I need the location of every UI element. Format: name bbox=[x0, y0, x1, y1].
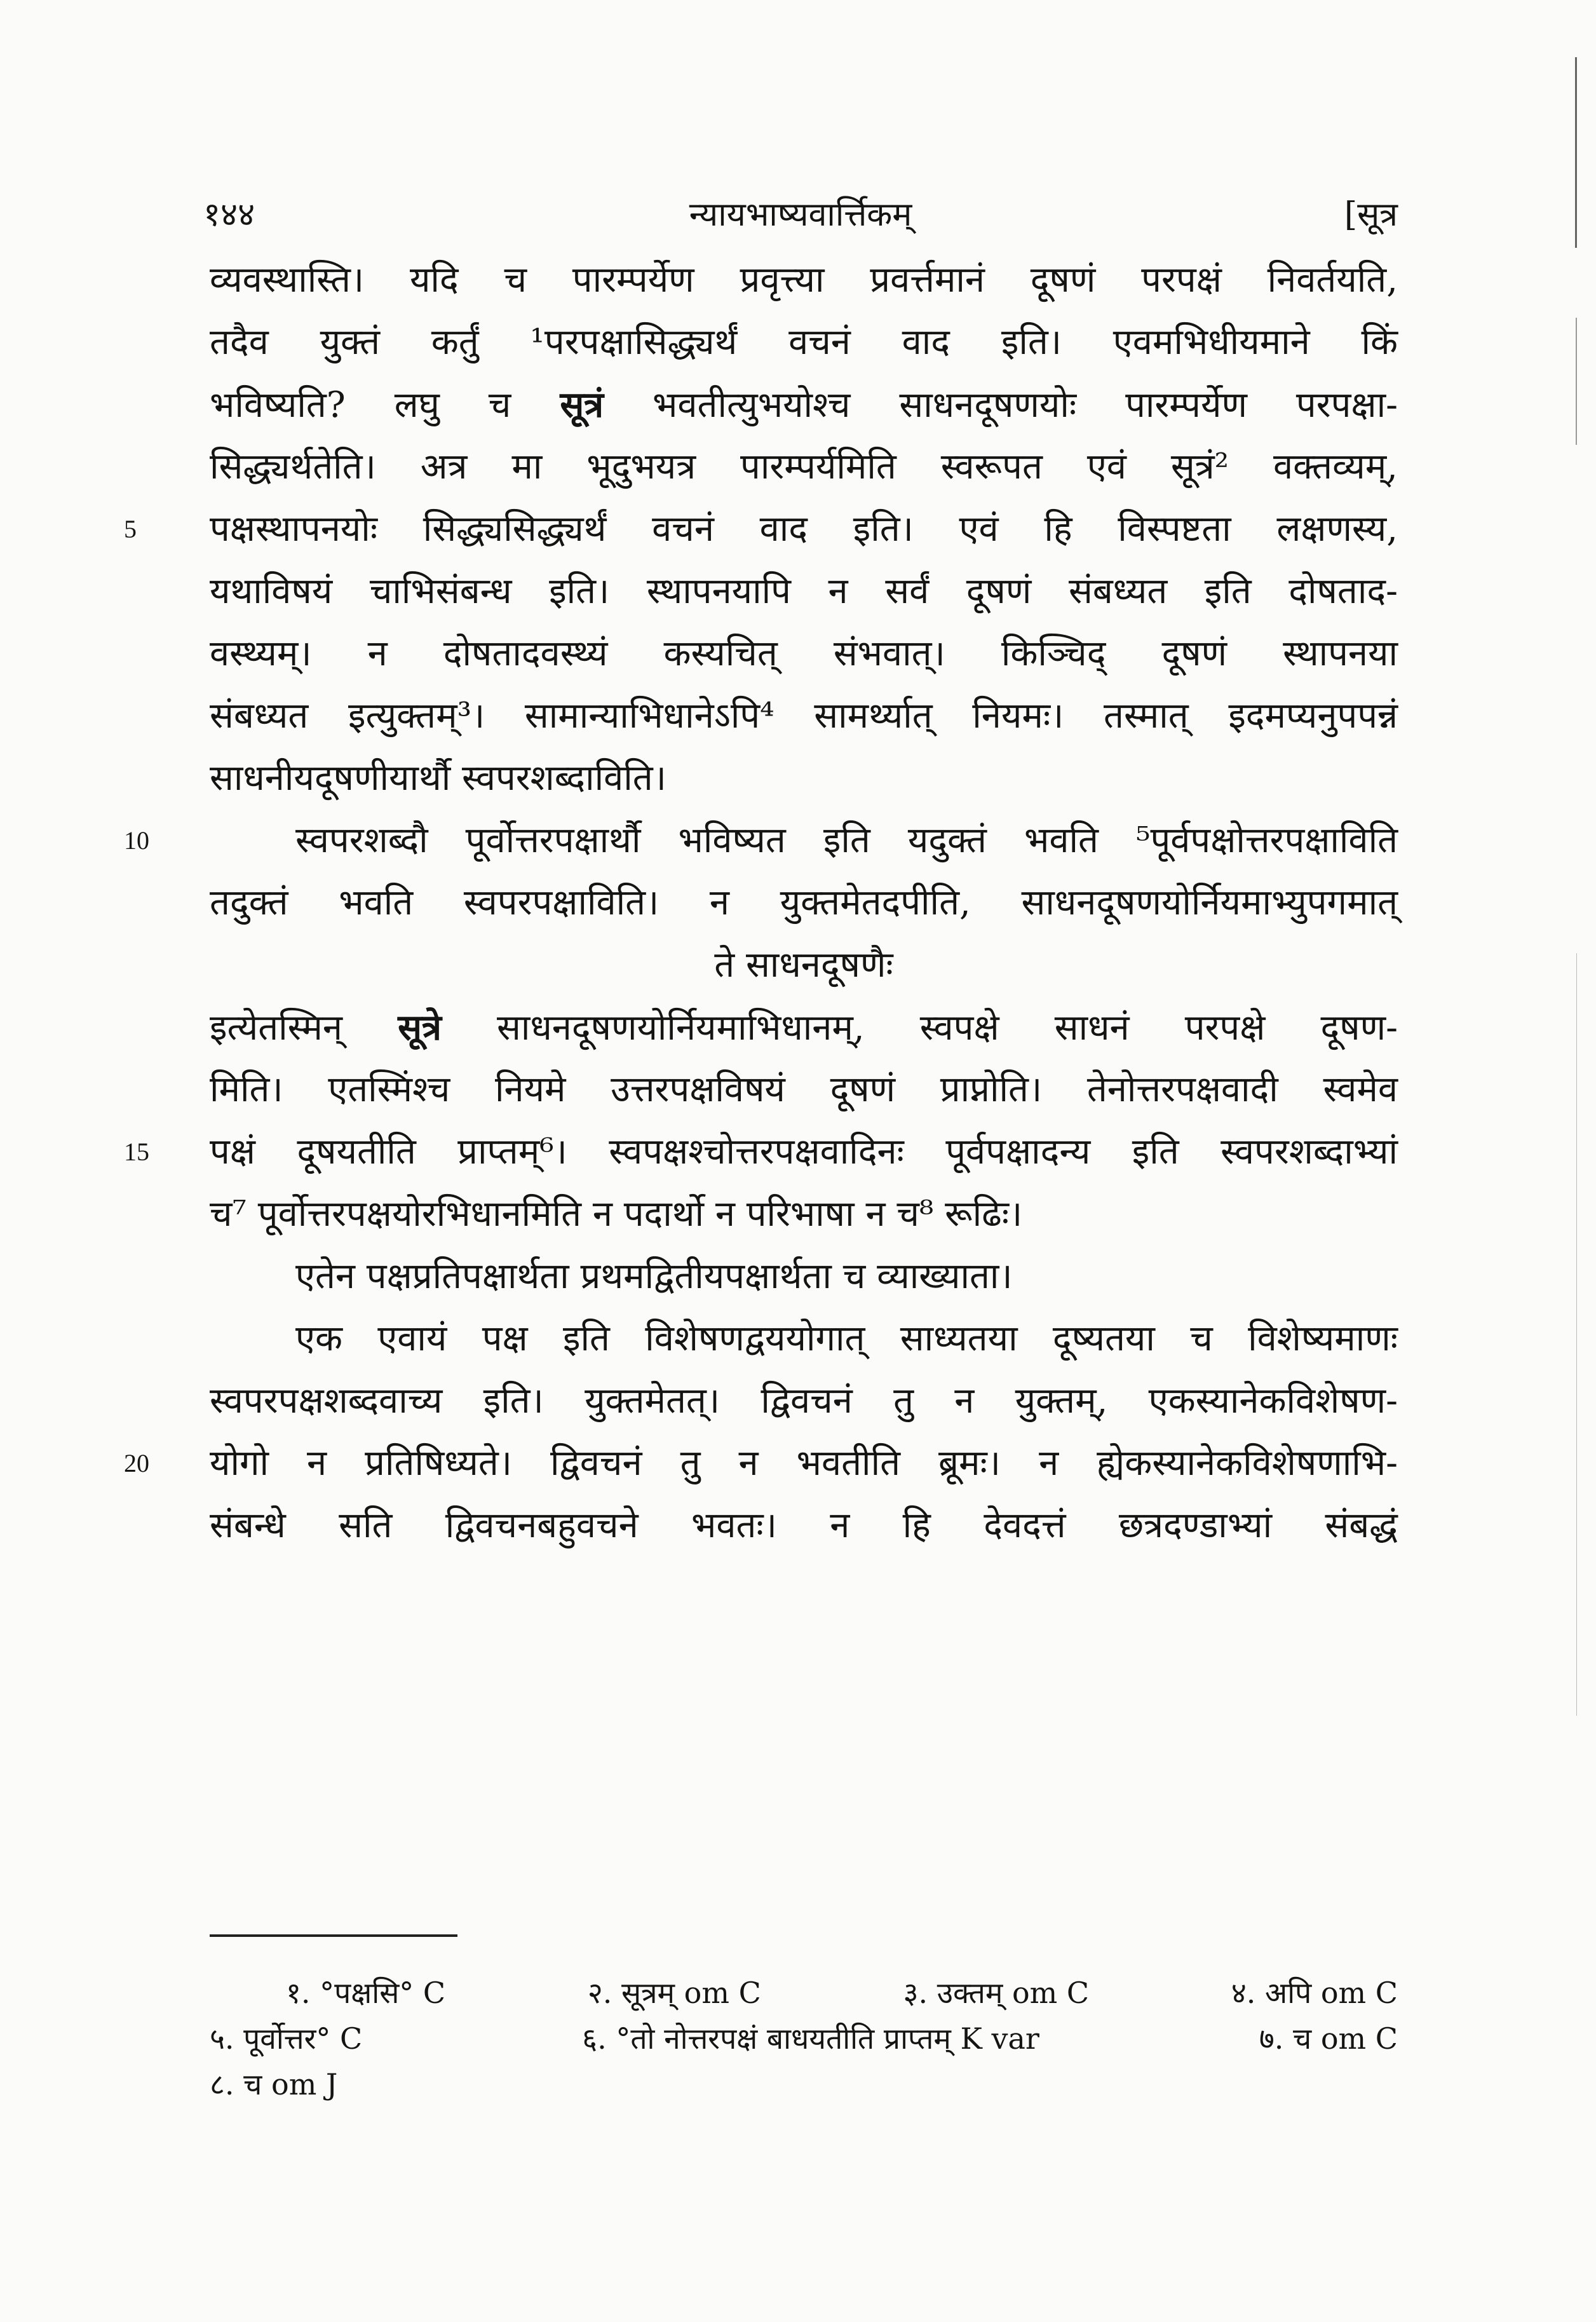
text-line-14: मिति। एतस्मिंश्च नियमे उत्तरपक्षविषयं दूषणं प्राप्नोति। तेनोत्तरपक्षवादी स्वमेव bbox=[210, 1069, 1398, 1110]
line-number: 10 bbox=[124, 826, 149, 855]
text-line-13: इत्येतस्मिन् सूत्रे साधनदूषणयोर्नियमाभिधानम्, स्वपक्षे साधनं परपक्षे दूषण- bbox=[210, 1007, 1398, 1049]
text-line-4: सिद्ध्यर्थतेति। अत्र मा भूदुभयत्र पारम्पर्यमिति स्वरूपत एवं सूत्रं² वक्तव्यम्, bbox=[210, 446, 1398, 487]
line-number: 20 bbox=[124, 1449, 149, 1477]
bold-term: सूत्रे bbox=[398, 1007, 442, 1049]
footnote: ८. च om J bbox=[210, 2067, 338, 2101]
text-line-15: 15 पक्षं दूषयतीति प्राप्तम्⁶। स्वपक्षश्चोत्तरपक्षवादिनः पूर्वपक्षादन्य इति स्वपरशब्दाभ्यां bbox=[210, 1121, 1398, 1183]
text-line-5: 5 पक्षस्थापनयोः सिद्ध्यसिद्ध्यर्थं वचनं वाद इति। एवं हि विस्पष्टता लक्षणस्य, bbox=[210, 498, 1398, 560]
scan-edge-line bbox=[1575, 57, 1577, 248]
running-title: न्यायभाष्यवार्त्तिकम् bbox=[689, 196, 912, 234]
footnote: २. सूत्रम् om C bbox=[587, 1976, 761, 2010]
page-number: १४४ bbox=[203, 196, 255, 234]
footnote: ४. अपि om C bbox=[1231, 1976, 1398, 2010]
footnote: ६. °तो नोत्तरपक्षं बाधयतीति प्राप्तम् K var bbox=[582, 2021, 1039, 2056]
footnote-row bbox=[210, 2016, 1398, 2061]
section-label: [सूत्र bbox=[1344, 196, 1398, 234]
footnote-rule bbox=[210, 1934, 457, 1937]
text-line-17: एतेन पक्षप्रतिपक्षार्थता प्रथमद्वितीयपक्षार्थता च व्याख्याता। bbox=[295, 1256, 1013, 1297]
bold-term: सूत्रं bbox=[560, 384, 604, 426]
footnote-row bbox=[210, 1970, 1398, 2016]
footnote: ५. पूर्वोत्तर° C bbox=[210, 2021, 363, 2056]
sutra-quote: ते साधनदूषणैः bbox=[714, 944, 893, 986]
footnote: ३. उक्तम् om C bbox=[903, 1976, 1090, 2010]
footnote-row bbox=[210, 2061, 1398, 2107]
text-line-18: एक एवायं पक्ष इति विशेषणद्वययोगात् साध्यतया दूष्यतया च विशेष्यमाणः bbox=[295, 1318, 1398, 1359]
text-line-7: वस्थ्यम्। न दोषतादवस्थ्यं कस्यचित् संभवात्। किञ्चिद् दूषणं स्थापनया bbox=[210, 633, 1398, 674]
text-line-19: स्वपरपक्षशब्दवाच्य इति। युक्तमेतत्। द्विवचनं तु न युक्तम्, एकस्यानेकविशेषण- bbox=[210, 1380, 1398, 1422]
text-line-10: 10 स्वपरशब्दौ पूर्वोत्तरपक्षार्थौ भविष्यत इति यदुक्तं भवति ⁵पूर्वपक्षोत्तरपक्षाविति bbox=[210, 810, 1398, 872]
text-line-21: संबन्धे सति द्विवचनबहुवचने भवतः। न हि देवदत्तं छत्रदण्डाभ्यां संबद्धं bbox=[210, 1505, 1398, 1546]
footnotes bbox=[210, 1970, 1398, 2107]
text-line-2: तदैव युक्तं कर्तुं ¹परपक्षासिद्ध्यर्थं वचनं वाद इति। एवमभिधीयमाने किं bbox=[210, 322, 1398, 363]
line-number: 5 bbox=[124, 515, 137, 543]
scan-edge-line bbox=[1576, 318, 1577, 445]
text-line-1: व्यवस्थास्ति। यदि च पारम्पर्येण प्रवृत्त्या प्रवर्त्तमानं दूषणं परपक्षं निवर्तयति, bbox=[210, 259, 1398, 301]
line-number: 15 bbox=[124, 1137, 149, 1166]
text-line-11: तदुक्तं भवति स्वपरपक्षाविति। न युक्तमेतदपीति, साधनदूषणयोर्नियमाभ्युपगमात् bbox=[210, 882, 1398, 923]
text-line-6: यथाविषयं चाभिसंबन्ध इति। स्थापनयापि न सर्वं दूषणं संबध्यत इति दोषताद- bbox=[210, 571, 1398, 612]
text-line-8: संबध्यत इत्युक्तम्³। सामान्याभिधानेऽपि⁴ सामर्थ्यात् नियमः। तस्मात् इदमप्यनुपपन्नं bbox=[210, 695, 1398, 737]
running-header bbox=[203, 191, 1398, 241]
scan-edge-line bbox=[1576, 953, 1577, 1716]
main-text bbox=[124, 249, 1398, 1557]
text-line-9: साधनीयदूषणीयार्थौ स्वपरशब्दाविति। bbox=[210, 757, 666, 799]
text-line-16: च⁷ पूर्वोत्तरपक्षयोरभिधानमिति न पदार्थो न परिभाषा न च⁸ रूढिः। bbox=[210, 1193, 1023, 1235]
footnote: १. °पक्षसि° C bbox=[286, 1976, 446, 2010]
footnote: ७. च om C bbox=[1259, 2021, 1398, 2056]
text-line-3: भविष्यति? लघु च सूत्रं भवतीत्युभयोश्च साधनदूषणयोः पारम्पर्येण परपक्षा- bbox=[210, 384, 1398, 426]
text-line-20: 20 योगो न प्रतिषिध्यते। द्विवचनं तु न भवतीति ब्रूमः। न ह्येकस्यानेकविशेषणाभि- bbox=[210, 1432, 1398, 1495]
